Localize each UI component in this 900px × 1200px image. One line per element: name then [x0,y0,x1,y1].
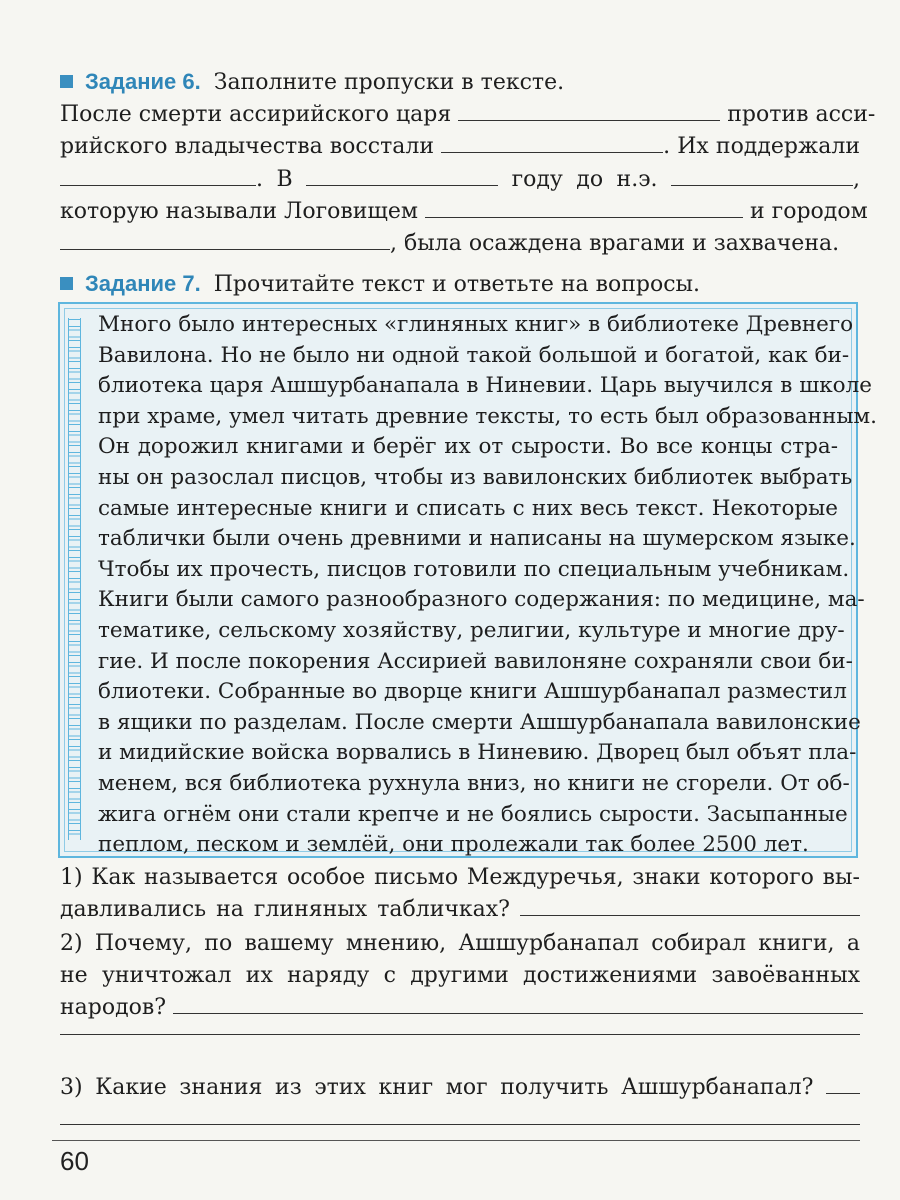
page-number: 60 [60,1146,89,1176]
reading-passage-box [58,302,877,858]
task6-text: . Их поддержали [663,134,860,159]
question-2-line-2 [60,960,860,992]
answer-blank-1[interactable] [520,895,860,916]
task6-text: и городом [750,199,868,224]
task6-text: году до н.э. [511,167,658,192]
task6-line-4 [60,196,868,228]
passage-line: при храме, умел читать древние тексты, то есть был образованным. [98,403,877,429]
task6-line-3 [60,164,860,196]
fill-in-blank[interactable] [671,165,853,186]
task6-label: Задание 6. [85,69,201,94]
fill-in-blank[interactable] [425,197,743,218]
page-footer-rule [52,1140,860,1141]
passage-line: Много было интересных «глиняных книг» в библиотеке Древнего [98,312,854,337]
task6-text: которую называли Логовищем [60,199,419,224]
task6-text: против асси- [727,102,876,127]
task7-label: Задание 7. [85,271,201,296]
answer-blank-3[interactable] [826,1073,860,1094]
question-3-text: 3) Какие знания из этих книг мог получить Ашшурбанапал? [60,1075,814,1100]
decorative-dotted-border [68,318,81,840]
passage-line: блиотека царя Ашшурбанапала в Ниневии. Царь выучился в школе [98,373,872,399]
passage-line: менем, вся библиотека рухнула вниз, но книги не сгорели. От об- [98,770,850,796]
fill-in-blank[interactable] [60,165,256,186]
task6-text: , была осаждена врагами и захвачена. [390,231,840,256]
bullet-square-icon [60,75,73,88]
fill-in-blank[interactable] [458,100,720,121]
passage-line: тематике, сельскому хозяйству, религии, культуре и многие дру- [98,617,845,643]
passage-line: в ящики по разделам. После смерти Ашшурбанапала вавилонские [98,709,861,735]
question-2-line-1 [60,928,860,960]
task6-text: После смерти ассирийского царя [60,102,452,127]
question-1-text: 1) Как называется особое письмо Междуречья, знаки которого вы- [60,865,860,890]
passage-line: Он дорожил книгами и берёг их от сырости. Во все концы стра- [98,434,838,460]
answer-line-2b[interactable] [60,1034,860,1035]
passage-line: самые интересные книги и списать с них весь текст. Некоторые [98,495,838,521]
task6-text: рийского владычества восстали [60,134,434,159]
task6-text: . В [256,167,293,192]
task6-line-5 [60,228,860,260]
fill-in-blank[interactable] [306,165,498,186]
question-1-line-1 [60,862,860,894]
task6-text: , [852,167,860,192]
question-1-line-2 [60,894,860,926]
task7-heading [60,270,700,299]
question-2-text: не уничтожал их наряду с другими достижениями завоёванных [60,963,860,988]
task6-line-1 [60,99,876,131]
task7-title: Прочитайте текст и ответьте на вопросы. [213,272,701,297]
passage-line: ны он разослал писцов, чтобы из вавилонских библиотек выбрать [98,464,853,490]
bullet-square-icon [60,277,73,290]
question-3-line-1 [60,1072,860,1104]
passage-line: блиотеки. Собранные во дворце книги Ашшурбанапал разместил [98,679,847,705]
passage-line: и мидийские войска ворвались в Ниневию. Дворец был объят пла- [98,740,857,766]
fill-in-blank[interactable] [60,229,390,250]
passage-line: Чтобы их прочесть, писцов готовили по специальным учебникам. [98,556,850,582]
question-2-text: народов? [60,995,167,1020]
question-2-text: 2) Почему, по вашему мнению, Ашшурбанапал собирал книги, а [60,931,860,956]
question-2-line-3 [60,992,860,1024]
task6-heading [60,68,564,97]
task6-title: Заполните пропуски в тексте. [213,70,565,95]
reading-passage [98,310,877,861]
task6-line-2 [60,131,860,163]
passage-line: пеплом, песком и землёй, они пролежали так более 2500 лет. [98,832,809,858]
fill-in-blank[interactable] [441,132,663,153]
passage-line: Книги были самого разнообразного содержания: по медицине, ма- [98,587,865,613]
answer-blank-2[interactable] [173,993,863,1014]
passage-line: жига огнём они стали крепче и не боялись сырости. Засыпанные [98,801,848,827]
question-1-text: давливались на глиняных табличках? [60,897,510,922]
passage-line: гие. И после покорения Ассирией вавилоняне сохраняли свои би- [98,648,853,674]
passage-line: таблички были очень древними и написаны на шумерском языке. [98,526,856,552]
passage-line: Вавилона. Но не было ни одной такой большой и богатой, как би- [98,342,850,368]
answer-line-3b[interactable] [60,1124,860,1125]
